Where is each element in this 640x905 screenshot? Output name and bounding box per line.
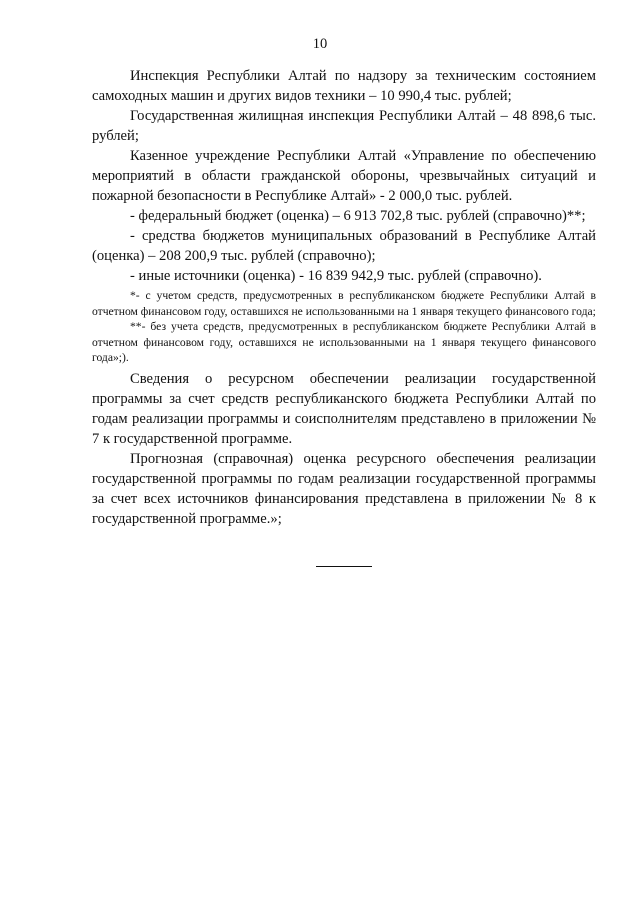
paragraph-appendix-7: Сведения о ресурсном обеспечении реализации государственной программы за счет средств республиканского бюджета Республики Алтай по годам реализации программы и соисполнителям представлено в приложении № 7 к государственной программе.	[92, 370, 596, 447]
paragraph-federal-budget: - федеральный бюджет (оценка) – 6 913 702,8 тыс. рублей (справочно)**;	[130, 208, 586, 224]
paragraph-municipal-budgets: - средства бюджетов муниципальных образований в Республике Алтай (оценка) – 208 200,9 тыс. рублей (справочно);	[92, 228, 596, 264]
paragraph-inspection-machinery: Инспекция Республики Алтай по надзору за техническим состоянием самоходных машин и других видов техники – 10 990,4 тыс. рублей;	[92, 68, 596, 104]
end-divider-line	[316, 566, 372, 567]
paragraph-housing-inspection: Государственная жилищная инспекция Республики Алтай – 48 898,6 тыс. рублей;	[92, 108, 596, 144]
footnote-single-asterisk: *- с учетом средств, предусмотренных в республиканском бюджете Республики Алтай в отчетном финансовом году, оставшихся не использованными на 1 января текущего финансового года;	[92, 289, 596, 318]
document-body	[92, 66, 596, 529]
paragraph-appendix-8: Прогнозная (справочная) оценка ресурсного обеспечения реализации государственной программы по годам реализации государственной программы за счет всех источников финансирования представлена в приложении № 8 к государственной программе.»;	[92, 450, 596, 527]
page-number: 10	[312, 36, 328, 52]
paragraph-civil-defense-institution: Казенное учреждение Республики Алтай «Управление по обеспечению мероприятий в области гражданской обороны, чрезвычайных ситуаций и пожарной безопасности в Республике Алтай» - 2 000,0 тыс. рублей.	[92, 148, 596, 204]
paragraph-other-sources: - иные источники (оценка) - 16 839 942,9 тыс. рублей (справочно).	[130, 268, 542, 284]
footnote-double-asterisk: **- без учета средств, предусмотренных в республиканском бюджете Республики Алтай в отчетном финансовом году, оставшихся не использованными на 1 января текущего финансового года»;).	[92, 320, 596, 364]
